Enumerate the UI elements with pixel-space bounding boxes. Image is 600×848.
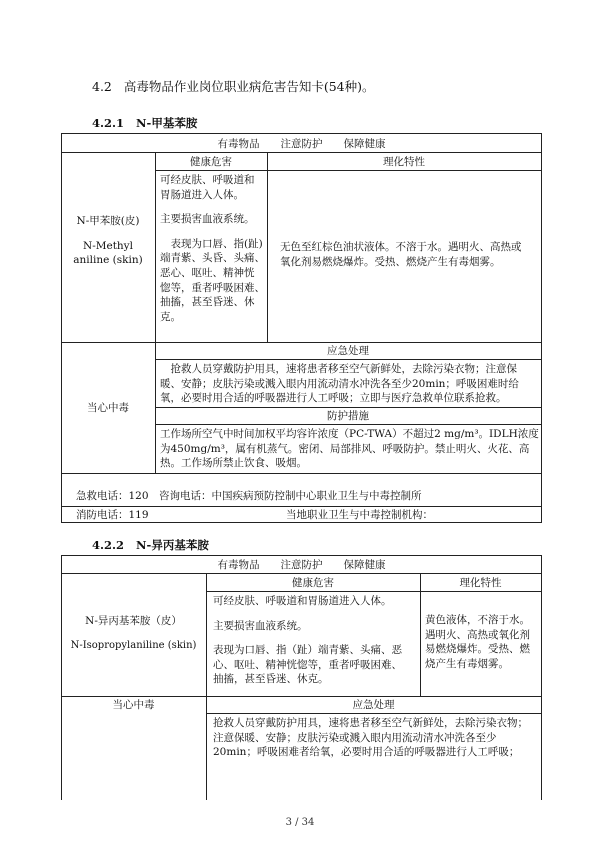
card2-physicochemical <box>425 613 540 671</box>
card1-protection-line: 热。工作场所禁止饮食、吸烟。 <box>160 457 307 470</box>
card1-protection-line: 工作场所空气中时间加权平均容许浓度（PC-TWA）不超过2 mg/m³。IDLH浓度 <box>160 428 539 440</box>
card1-health-line: 抽搐，甚至昏迷、休 <box>160 296 255 309</box>
card1-emergency-line: 氧，必要时用合适的呼吸器进行人工呼吸；立即与医疗急救单位联系抢救。 <box>160 392 507 405</box>
card2-warning: 当心中毒 <box>112 699 155 711</box>
card2-health-line: 可经皮肤、呼吸道和胃肠道进入人体。 <box>213 595 392 607</box>
card1-health-line: 端青紫、头昏、头痛、 <box>160 252 265 265</box>
card2-substance-name <box>61 614 206 653</box>
card1-warning: 当心中毒 <box>87 402 129 414</box>
card1-subtitle-name: N-甲基苯胺 <box>136 116 198 130</box>
page-number: 3 / 34 <box>285 817 315 828</box>
card1-substance-name <box>61 214 155 268</box>
card1-header: 有毒物品 注意防护 保障健康 <box>217 138 386 150</box>
card1-health-hazard <box>160 173 266 324</box>
card2-header: 有毒物品 注意防护 保障健康 <box>217 559 386 571</box>
card2-property-line: 易燃烧爆炸。受热、燃 <box>425 643 530 656</box>
card1-health-line: 克。 <box>160 310 181 323</box>
card2-emergency-line: 注意保暖、安静；皮肤污染或溅入眼内用流动清水冲洗各至少 <box>213 731 497 744</box>
card1-local-agency: 当地职业卫生与中毒控制机构： <box>286 509 433 521</box>
card1-name-en-1: N-Methyl <box>83 239 133 252</box>
card1-health-header: 健康危害 <box>190 156 232 168</box>
card2-emergency <box>213 716 540 760</box>
card2-health-line: 心、呕吐、精神恍惚等，重者呼吸困难、 <box>213 658 402 671</box>
card1-protection-line: 为450mg/m³，属有机蒸气。密闭、局部排风、呼吸防护。禁止明火、火花、高 <box>160 442 530 455</box>
card2-emergency-line: 抢救人员穿戴防护用具，速将患者移至空气新鲜处，去除污染衣物； <box>213 717 528 729</box>
card2-health-line: 主要损害血液系统。 <box>213 619 308 632</box>
card1-emergency-line: 暖、安静；皮肤污染或溅入眼内用流动清水冲洗各至少20min；呼吸困难时给 <box>160 377 519 390</box>
card2-property-line: 黄色液体，不溶于水。 <box>425 614 530 626</box>
card1-name-en-2: aniline (skin) <box>73 254 143 267</box>
card1-health-line: 恶心、呕吐、精神恍 <box>160 266 255 279</box>
card1-contact-phones: 急救电话：120 咨询电话：中国疾病预防控制中心职业卫生与中毒控制所 <box>76 490 422 502</box>
card2-name-cn: N-异丙基苯胺（皮） <box>85 615 182 627</box>
card2-subtitle-number: 4.2.2 <box>92 538 125 552</box>
card1-health-line: 胃肠道进入人体。 <box>160 188 244 201</box>
section-title: 高毒物品作业岗位职业病危害告知卡(54种)。 <box>123 79 375 94</box>
card2-health-header: 健康危害 <box>292 577 334 589</box>
card1-health-line: 可经皮肤、呼吸道和 <box>160 174 255 186</box>
card1-emergency-line: 抢救人员穿戴防护用具，速将患者移至空气新鲜处，去除污染衣物；注意保 <box>160 363 517 375</box>
card1-protection-header: 防护措施 <box>327 410 369 422</box>
card2-subtitle-name: N-异丙基苯胺 <box>136 538 209 552</box>
card2-emergency-line: 20min；呼吸困难者给氧，必要时用合适的呼吸器进行人工呼吸； <box>213 746 520 759</box>
card1-property-line: 无色至红棕色油状液体。不溶于水。遇明火、高热或 <box>280 241 522 253</box>
card2-name-en: N-Isopropylaniline (skin) <box>70 639 197 651</box>
card1-health-line: 主要损害血液系统。 <box>160 213 255 226</box>
card1-health-line: 表现为口唇、指(趾) <box>160 237 263 250</box>
card2-subtitle <box>92 537 209 553</box>
card1-physicochemical <box>280 240 540 269</box>
card1-health-line: 惚等，重者呼吸困难、 <box>160 281 265 294</box>
section-number: 4.2 <box>92 79 112 94</box>
card1-emergency-header: 应急处理 <box>327 345 369 357</box>
card2-health-hazard <box>213 594 419 687</box>
card1-property-line: 氧化剂易燃烧爆炸。受热、燃烧产生有毒烟雾。 <box>280 255 501 268</box>
card1-subtitle <box>92 115 197 131</box>
card2-emergency-header: 应急处理 <box>352 699 395 711</box>
section-heading <box>92 77 374 95</box>
card2-property-header: 理化特性 <box>459 577 502 589</box>
card1-protection <box>160 427 540 471</box>
card1-fire-phone: 消防电话：119 <box>76 509 149 521</box>
card1-property-header: 理化特性 <box>383 156 425 168</box>
card1-subtitle-number: 4.2.1 <box>92 116 125 130</box>
card1-name-cn: N-甲苯胺(皮) <box>76 215 140 227</box>
card2-health-line: 表现为口唇、指（趾）端青紫、头痛、恶 <box>213 644 402 657</box>
card1-emergency <box>160 362 540 406</box>
card2-property-line: 遇明火、高热或氧化剂 <box>425 628 530 641</box>
card2-health-line: 抽搐，甚至昏迷、休克。 <box>213 673 329 686</box>
card2-property-line: 烧产生有毒烟雾。 <box>425 657 509 670</box>
